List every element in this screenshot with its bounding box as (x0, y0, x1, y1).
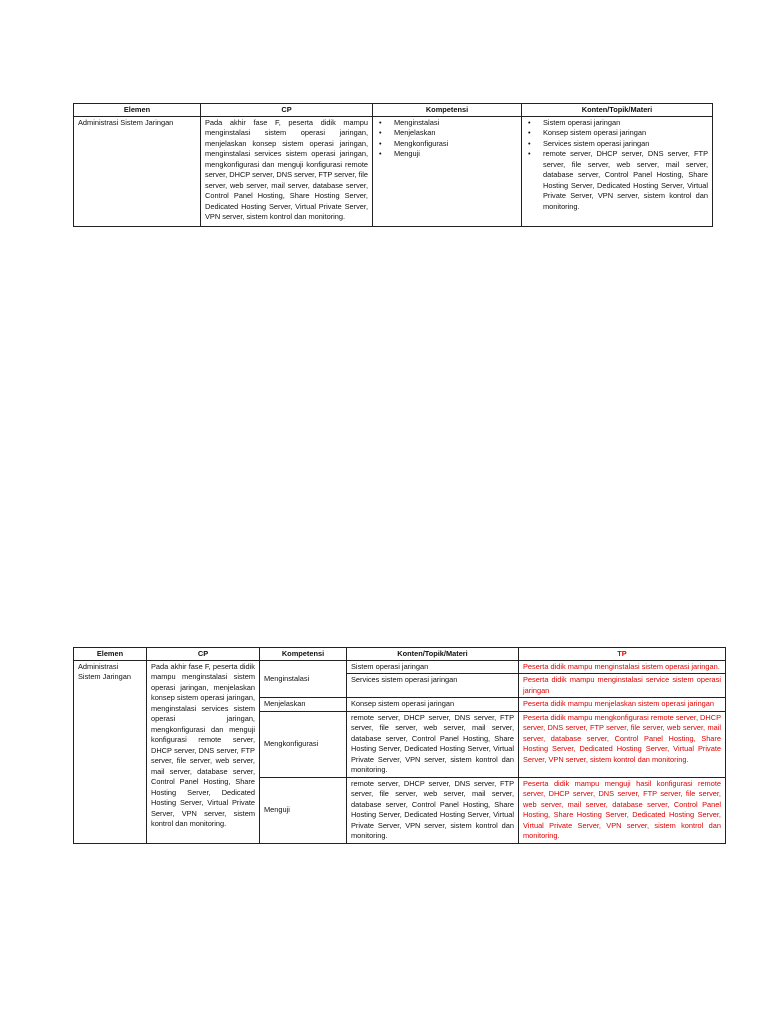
header-tp: TP (519, 648, 726, 661)
cell-kompetensi: Menguji (260, 777, 347, 843)
cp-table-1 (73, 103, 713, 227)
header-konten: Konten/Topik/Materi (522, 104, 713, 117)
header-konten: Konten/Topik/Materi (347, 648, 519, 661)
cell-konten (522, 116, 713, 227)
cell-konten: remote server, DHCP server, DNS server, FTP server, file server, web server, mail server, database server, Control Panel Hosting, Share Hosting Server, Dedicated Hosting Server, Virtual Private Server, VPN server, sistem kontrol dan monitoring. (347, 777, 519, 843)
list-item: • Menginstalasi (377, 118, 517, 129)
header-kompetensi: Kompetensi (260, 648, 347, 661)
cell-tp: Peserta didik mampu menguji hasil konfigurasi remote server, DHCP server, DNS server, FTP server, file server, web server, mail server, database server, Control Panel Hosting, Share Hosting Server, Dedicated Hosting Server, Virtual Private Server, VPN server, sistem kontrol dan monitoring. (519, 777, 726, 843)
header-elemen: Elemen (74, 104, 201, 117)
cell-konten: Sistem operasi jaringan (347, 660, 519, 674)
kompetensi-list (377, 118, 517, 160)
cp-table-2 (73, 647, 726, 844)
cell-kompetensi (373, 116, 522, 227)
cell-konten: Konsep sistem operasi jaringan (347, 698, 519, 712)
header-elemen: Elemen (74, 648, 147, 661)
table-row (74, 116, 713, 227)
cell-kompetensi: Menjelaskan (260, 698, 347, 712)
cell-tp: Peserta didik mampu menjelaskan sistem operasi jaringan (519, 698, 726, 712)
cell-cp: Pada akhir fase F, peserta didik mampu menginstalasi sistem operasi jaringan, menjelaskan konsep sistem operasi jaringan, menginstalasi services sistem operasi jaringan, mengkonfigurasi dan menguji konfigurasi remote server, DHCP server, DNS server, FTP server, file server, web server, mail server, database server, Control Panel Hosting, Share Hosting Server, Dedicated Hosting Server, Virtual Private Server, VPN server, sistem kontrol dan monitoring. (201, 116, 373, 227)
table-row (74, 660, 726, 674)
list-item: • Services sistem operasi jaringan (526, 139, 708, 150)
list-item: • Menguji (377, 149, 517, 160)
list-item: • Konsep sistem operasi jaringan (526, 128, 708, 139)
table-header-row (74, 104, 713, 117)
table-header-row (74, 648, 726, 661)
header-cp: CP (147, 648, 260, 661)
cell-tp: Peserta didik mampu menginstalasi sistem operasi jaringan. (519, 660, 726, 674)
cell-konten: remote server, DHCP server, DNS server, FTP server, file server, web server, mail server, database server, Control Panel Hosting, Share Hosting Server, Dedicated Hosting Server, Virtual Private Server, VPN server, sistem kontrol dan monitoring. (347, 711, 519, 777)
cell-cp: Pada akhir fase F, peserta didik mampu menginstalasi sistem operasi jaringan, menjelaskan konsep sistem operasi jaringan, menginstalasi services sistem operasi jaringan, mengkonfigurasi dan menguji konfigurasi remote server, DHCP server, DNS server, FTP server, file server, web server, mail server, database server, Control Panel Hosting, Share Hosting Server, Dedicated Hosting Server, Virtual Private Server, VPN server, sistem kontrol dan monitoring. (147, 660, 260, 843)
header-kompetensi: Kompetensi (373, 104, 522, 117)
list-item: • Menjelaskan (377, 128, 517, 139)
cell-kompetensi: Mengkonfigurasi (260, 711, 347, 777)
list-item: • Mengkonfigurasi (377, 139, 517, 150)
cell-kompetensi: Menginstalasi (260, 660, 347, 698)
list-item: • Sistem operasi jaringan (526, 118, 708, 129)
list-item: • remote server, DHCP server, DNS server, FTP server, file server, web server, mail server, database server, Control Panel Hosting, Share Hosting Server, Dedicated Hosting Server, Virtual Private Server, VPN server, sistem kontrol dan monitoring. (526, 149, 708, 212)
header-cp: CP (201, 104, 373, 117)
cell-tp: Peserta didik mampu menginstalasi service sistem operasi jaringan (519, 674, 726, 698)
konten-list (526, 118, 708, 213)
cell-elemen: Administrasi Sistem Jaringan (74, 116, 201, 227)
cell-konten: Services sistem operasi jaringan (347, 674, 519, 698)
cell-tp: Peserta didik mampu mengkonfigurasi remote server, DHCP server, DNS server, FTP server, file server, web server, mail server, database server, Control Panel Hosting, Share Hosting Server, Dedicated Hosting Server, Virtual Private Server, VPN server, sistem kontrol dan monitoring. (519, 711, 726, 777)
cell-elemen: Administrasi Sistem Jaringan (74, 660, 147, 843)
